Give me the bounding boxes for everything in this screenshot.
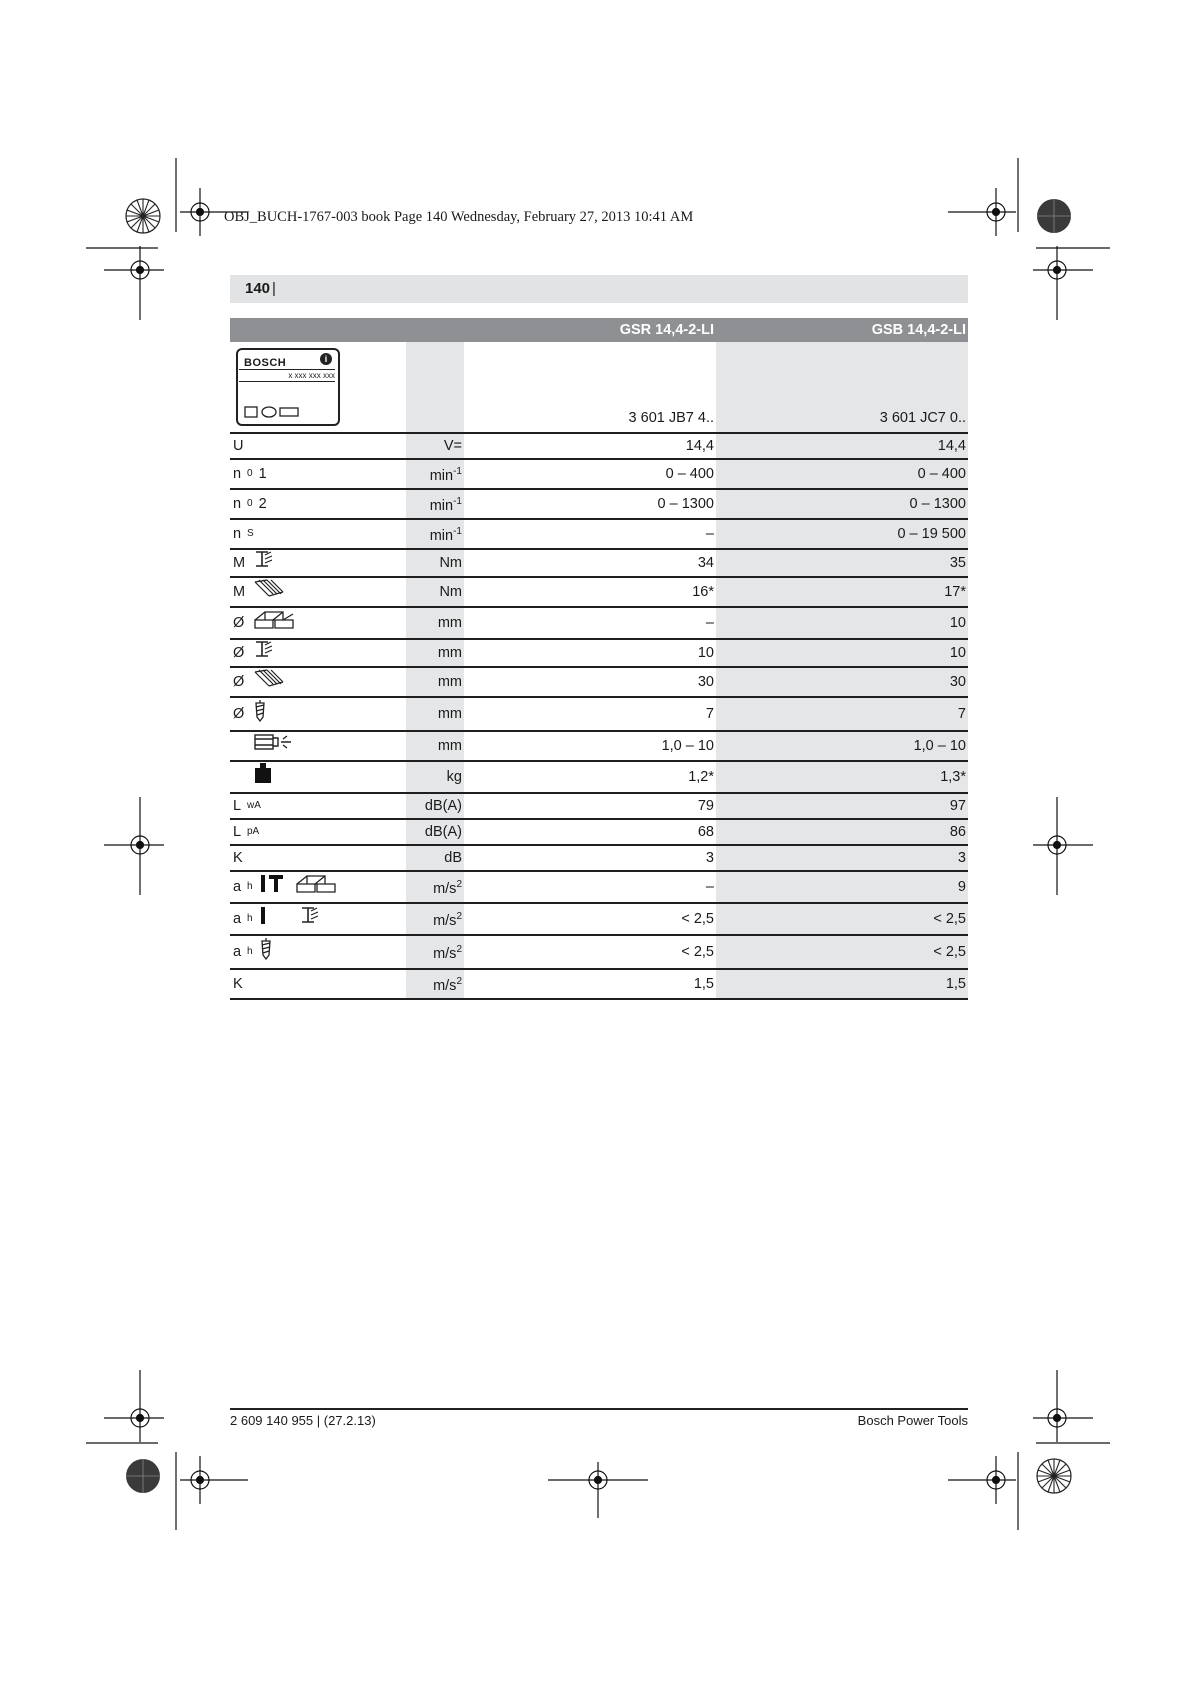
value-gsr: –: [705, 615, 714, 631]
spec-unit: [406, 793, 464, 819]
symbol-subscript: h: [247, 913, 253, 924]
unit-superscript: 2: [456, 976, 462, 987]
value-gsb: < 2,5: [716, 935, 968, 969]
spec-unit: [406, 433, 464, 459]
spec-unit: [406, 459, 464, 489]
symbol-text: a: [233, 879, 242, 895]
nameplate-serial: x xxx xxx xxx: [239, 369, 335, 382]
value-gsr: 1,2*: [688, 769, 714, 785]
wood-icon: [253, 578, 287, 606]
spec-row: [230, 607, 968, 639]
unit-superscript: -1: [453, 466, 462, 477]
symbol-text: M: [233, 584, 246, 600]
symbol-text: K: [233, 976, 243, 992]
spec-symbol: [233, 904, 404, 934]
spec-symbol: [233, 846, 404, 870]
value-gsb: 97: [716, 793, 968, 819]
value-gsb: 0 – 1300: [716, 489, 968, 519]
hammer-drill-masonry-icon: [259, 872, 343, 902]
model-header-row: [230, 318, 968, 342]
unit-text: mm: [437, 674, 462, 690]
unit-text: min: [429, 498, 454, 514]
weight-icon: [253, 762, 273, 792]
value-gsb: 0 – 19 500: [716, 519, 968, 549]
unit-superscript: -1: [453, 496, 462, 507]
spec-unit: [406, 845, 464, 871]
value-gsr: 79: [697, 798, 714, 814]
symbol-subscript: 0: [247, 498, 253, 509]
spec-row: [230, 871, 968, 903]
unit-text: m/s: [433, 978, 457, 994]
value-gsb: 35: [716, 549, 968, 577]
page-number-bar: [230, 275, 968, 303]
value-gsb: < 2,5: [716, 903, 968, 935]
spec-unit: [406, 639, 464, 667]
spec-row: [230, 731, 968, 761]
article-number-row: [230, 342, 968, 433]
spec-symbol: [233, 434, 404, 458]
spec-symbol: [233, 936, 404, 968]
symbol-text: Ø: [233, 674, 245, 690]
spec-symbol: [233, 794, 404, 818]
value-gsb: 7: [716, 697, 968, 731]
unit-superscript: 2: [456, 944, 462, 955]
value-gsb: 1,3*: [716, 761, 968, 793]
spec-row: [230, 433, 968, 459]
spec-symbol: [233, 608, 404, 638]
footer-document-number: 2 609 140 955 | (27.2.13): [230, 1413, 376, 1428]
nameplate-icon: [236, 348, 340, 426]
article-gsb: 3 601 JC7 0..: [716, 342, 968, 433]
unit-text: min: [429, 528, 454, 544]
unit-text: mm: [437, 645, 462, 661]
symbol-suffix: 1: [258, 466, 267, 482]
print-header: OBJ_BUCH-1767-003 book Page 140 Wednesday, February 27, 2013 10:41 AM: [224, 209, 694, 225]
spec-row: [230, 489, 968, 519]
spec-unit: [406, 935, 464, 969]
value-gsr: 14,4: [685, 438, 714, 454]
spec-symbol: [233, 732, 404, 760]
spec-row: [230, 761, 968, 793]
steel-icon: [253, 640, 275, 666]
value-gsb: 9: [716, 871, 968, 903]
spec-unit: [406, 871, 464, 903]
value-gsr: 1,5: [693, 976, 714, 992]
spec-row: [230, 667, 968, 697]
page-number: 140 |: [245, 280, 276, 297]
spec-unit: [406, 819, 464, 845]
spec-symbol: [233, 550, 404, 576]
symbol-subscript: pA: [247, 826, 260, 837]
value-gsb: 1,0 – 10: [716, 731, 968, 761]
spec-unit: [406, 761, 464, 793]
unit-text: V=: [443, 438, 462, 454]
spec-unit: [406, 969, 464, 999]
symbol-text: M: [233, 555, 246, 571]
spec-row: [230, 459, 968, 489]
spec-row: [230, 819, 968, 845]
symbol-subscript: wA: [247, 800, 261, 811]
value-gsb: 1,5: [716, 969, 968, 999]
spec-symbol: [233, 492, 404, 516]
symbol-subscript: h: [247, 946, 253, 957]
value-gsr: 68: [697, 824, 714, 840]
spec-symbol: [233, 872, 404, 902]
unit-superscript: 2: [456, 911, 462, 922]
symbol-text: n: [233, 526, 242, 542]
spec-symbol: [233, 640, 404, 666]
spec-unit: [406, 607, 464, 639]
footer-rule: [230, 1408, 968, 1410]
symbol-text: n: [233, 466, 242, 482]
spec-symbol: [233, 522, 404, 546]
unit-text: mm: [437, 615, 462, 631]
unit-text: kg: [446, 769, 462, 785]
value-gsr: 3: [705, 850, 714, 866]
screw-icon: [253, 698, 267, 730]
footer-brand: Bosch Power Tools: [857, 1413, 968, 1428]
value-gsr: 1,0 – 10: [661, 738, 714, 754]
unit-superscript: -1: [453, 526, 462, 537]
spec-symbol: [233, 462, 404, 486]
unit-text: mm: [437, 738, 462, 754]
unit-text: min: [429, 468, 454, 484]
symbol-suffix: 2: [258, 496, 267, 512]
unit-text: m/s: [433, 946, 457, 962]
unit-text: dB(A): [424, 824, 462, 840]
value-gsr: 0 – 400: [665, 466, 714, 482]
unit-text: Nm: [439, 584, 462, 600]
symbol-subscript: S: [247, 528, 254, 539]
value-gsb: 0 – 400: [716, 459, 968, 489]
value-gsr: 7: [705, 706, 714, 722]
chuck-icon: [253, 732, 293, 760]
spec-unit: [406, 667, 464, 697]
unit-text: mm: [437, 706, 462, 722]
spec-symbol: [233, 578, 404, 606]
unit-text: m/s: [433, 913, 457, 929]
model-gsr: GSR 14,4-2-LI: [464, 318, 716, 342]
spec-unit: [406, 697, 464, 731]
value-gsb: 30: [716, 667, 968, 697]
unit-text: m/s: [433, 881, 457, 897]
value-gsr: 16*: [692, 584, 714, 600]
value-gsb: 3: [716, 845, 968, 871]
value-gsr: 34: [697, 555, 714, 571]
symbol-text: a: [233, 944, 242, 960]
symbol-text: K: [233, 850, 243, 866]
value-gsb: 17*: [716, 577, 968, 607]
unit-text: Nm: [439, 555, 462, 571]
spec-unit: [406, 731, 464, 761]
screw-icon: [259, 936, 273, 968]
spec-row: [230, 549, 968, 577]
info-icon: i: [320, 353, 332, 365]
spec-row: [230, 639, 968, 667]
value-gsb: 14,4: [716, 433, 968, 459]
masonry-icon: [253, 608, 297, 638]
spec-symbol: [233, 762, 404, 792]
value-gsr: 0 – 1300: [657, 496, 714, 512]
spec-symbol: [233, 820, 404, 844]
value-gsb: 10: [716, 607, 968, 639]
unit-text: dB(A): [424, 798, 462, 814]
value-gsr: –: [705, 879, 714, 895]
value-gsb: 10: [716, 639, 968, 667]
value-gsb: 86: [716, 819, 968, 845]
spec-unit: [406, 489, 464, 519]
symbol-text: L: [233, 824, 242, 840]
spec-row: [230, 793, 968, 819]
steel-icon: [253, 550, 275, 576]
technical-data-table: [230, 318, 968, 1000]
nameplate-brand: BOSCH: [244, 357, 287, 369]
spec-row: [230, 577, 968, 607]
symbol-subscript: h: [247, 881, 253, 892]
spec-unit: [406, 519, 464, 549]
value-gsr: < 2,5: [681, 944, 714, 960]
spec-row: [230, 903, 968, 935]
drill-steel-icon: [259, 904, 329, 934]
unit-superscript: 2: [456, 879, 462, 890]
value-gsr: –: [705, 526, 714, 542]
spec-unit: [406, 549, 464, 577]
spec-row: [230, 969, 968, 999]
symbol-text: U: [233, 438, 244, 454]
value-gsr: 30: [697, 674, 714, 690]
spec-symbol: [233, 972, 404, 996]
spec-unit: [406, 577, 464, 607]
nameplate-symbols-icon: [244, 406, 300, 418]
unit-text: dB: [444, 850, 462, 866]
spec-unit: [406, 903, 464, 935]
symbol-text: Ø: [233, 615, 245, 631]
value-gsr: 10: [697, 645, 714, 661]
symbol-text: a: [233, 911, 242, 927]
spec-row: [230, 845, 968, 871]
article-gsr: 3 601 JB7 4..: [628, 410, 714, 426]
symbol-text: Ø: [233, 706, 245, 722]
model-gsb: GSB 14,4-2-LI: [716, 318, 968, 342]
spec-row: [230, 935, 968, 969]
value-gsr: < 2,5: [681, 911, 714, 927]
symbol-text: Ø: [233, 645, 245, 661]
symbol-subscript: 0: [247, 468, 253, 479]
spec-symbol: [233, 668, 404, 696]
spec-row: [230, 519, 968, 549]
symbol-text: L: [233, 798, 242, 814]
wood-icon: [253, 668, 287, 696]
spec-row: [230, 697, 968, 731]
symbol-text: n: [233, 496, 242, 512]
spec-symbol: [233, 698, 404, 730]
